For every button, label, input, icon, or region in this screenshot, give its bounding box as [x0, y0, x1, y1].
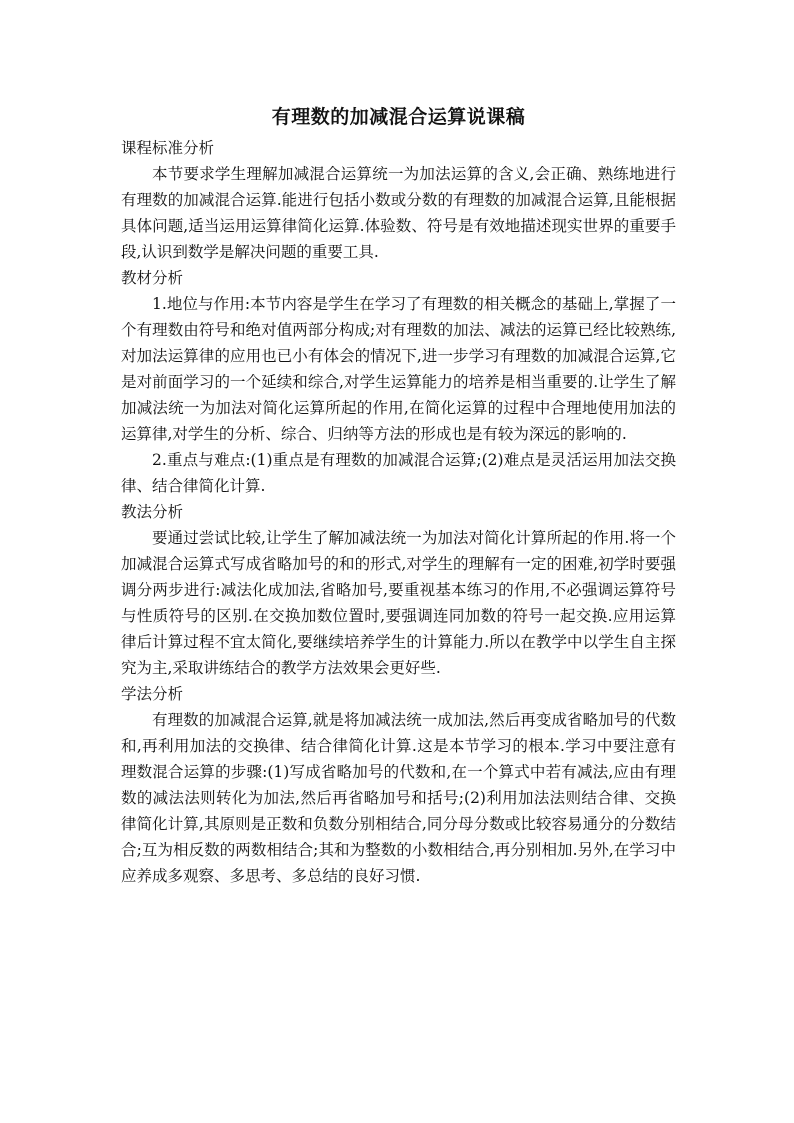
section-heading: 课程标准分析 [121, 139, 215, 157]
section-learning-method [121, 681, 676, 889]
paragraph: 有理数的加减混合运算,就是将加减法统一成加法,然后再变成省略加号的代数和,再利用加法的交换律、结合律简化计算.这是本节学习的根本.学习中要注意有理数混合运算的步骤:(1)写成省略加号的代数和,在一个算式中若有减法,应由有理数的减法法则转化为加法,然后再省略加号和括号;(2)利用加法法则结合律、交换律简化计算,其原则是正数和负数分别相结合,同分母分数或比较容易通分的分数结合;互为相反数的两数相结合;其和为整数的小数相结合,再分别相加.另外,在学习中应养成多观察、多思考、多总结的良好习惯. [121, 711, 676, 885]
paragraph: 2.重点与难点:(1)重点是有理数的加减混合运算;(2)难点是灵活运用加法交换律、结合律简化计算. [121, 451, 676, 495]
document-title: 有理数的加减混合运算说课稿 [271, 106, 526, 128]
section-teaching-method [121, 499, 676, 681]
paragraph: 要通过尝试比较,让学生了解加减法统一为加法对简化计算所起的作用.将一个加减混合运算式写成省略加号的和的形式,对学生的理解有一定的困难,初学时要强调分两步进行:减法化成加法,省略加号,要重视基本练习的作用,不必强调运算符号与性质符号的区别.在交换加数位置时,要强调连同加数的符号一起交换.应用运算律后计算过程不宜太简化,要继续培养学生的计算能力.所以在教学中以学生自主探究为主,采取讲练结合的教学方法效果会更好些. [121, 529, 676, 677]
section-heading: 教法分析 [121, 503, 184, 521]
section-textbook-analysis [121, 265, 676, 499]
section-heading: 学法分析 [121, 685, 184, 703]
section-curriculum-standard [121, 135, 676, 265]
paragraph: 1.地位与作用:本节内容是学生在学习了有理数的相关概念的基础上,掌握了一个有理数由符号和绝对值两部分构成;对有理数的加法、减法的运算已经比较熟练,对加法运算律的应用也已小有体会的情况下,进一步学习有理数的加减混合运算,它是对前面学习的一个延续和综合,对学生运算能力的培养是相当重要的.让学生了解加减法统一为加法对简化运算所起的作用,在简化运算的过程中合理地使用加法的运算律,对学生的分析、综合、归纳等方法的形成也是有较为深远的影响的. [121, 295, 676, 443]
section-heading: 教材分析 [121, 269, 184, 287]
document-page [121, 104, 676, 889]
paragraph: 本节要求学生理解加减混合运算统一为加法运算的含义,会正确、熟练地进行有理数的加减混合运算.能进行包括小数或分数的有理数的加减混合运算,且能根据具体问题,适当运用运算律简化运算.体验数、符号是有效地描述现实世界的重要手段,认识到数学是解决问题的重要工具. [121, 165, 676, 261]
